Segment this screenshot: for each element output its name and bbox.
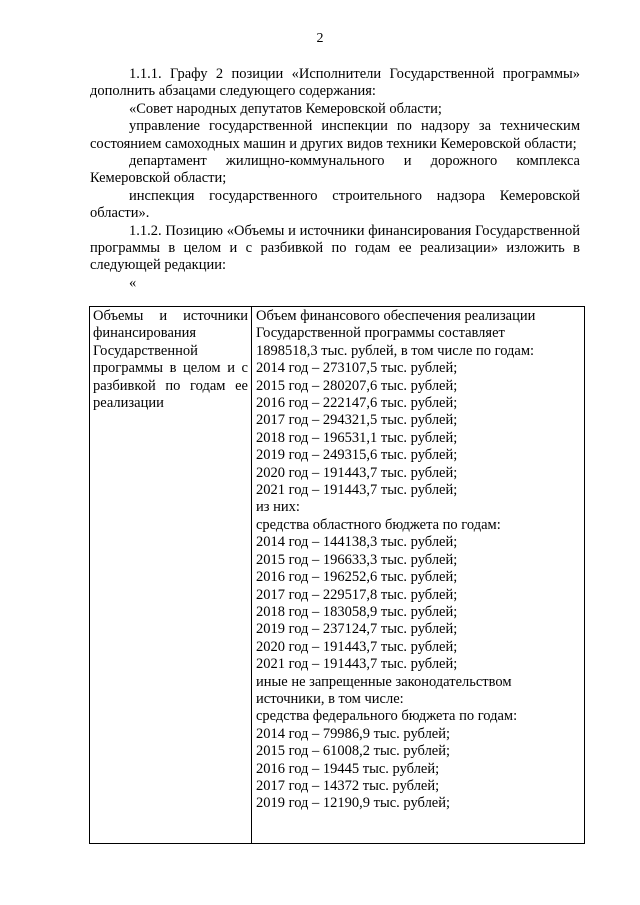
table-line: Государственной программы составляет: [256, 325, 505, 342]
paragraph: 1.1.1. Графу 2 позиции «Исполнители Государственной программы» дополнить абзацами следующего содержания:: [90, 66, 580, 100]
table-line: 2017 год – 229517,8 тыс. рублей;: [256, 586, 458, 603]
table-line: 2014 год – 144138,3 тыс. рублей;: [256, 534, 458, 551]
document-body: [90, 66, 580, 292]
table-line: Объем финансового обеспечения реализации: [256, 308, 536, 324]
table-line: 2014 год – 273107,5 тыс. рублей;: [256, 360, 458, 377]
table-line: 2021 год – 191443,7 тыс. рублей;: [256, 656, 458, 673]
table-line: 2020 год – 191443,7 тыс. рублей;: [256, 638, 458, 655]
table-line: из них:: [256, 499, 300, 516]
table-line: 2017 год – 14372 тыс. рублей;: [256, 777, 440, 794]
table-line: 2017 год – 294321,5 тыс. рублей;: [256, 412, 458, 429]
paragraph: 1.1.2. Позицию «Объемы и источники финансирования Государственной программы в целом и с разбивкой по годам ее реализации» изложить в следующей редакции:: [90, 222, 580, 274]
paragraph: управление государственной инспекции по надзору за техническим состоянием самоходных машин и других видов техники Кемеровской области;: [90, 118, 580, 152]
table-line: иные не запрещенные законодательством: [256, 673, 512, 690]
paragraph: «Совет народных депутатов Кемеровской области;: [129, 100, 442, 117]
table-line: 2014 год – 79986,9 тыс. рублей;: [256, 725, 451, 742]
table-line: 2016 год – 222147,6 тыс. рублей;: [256, 395, 458, 412]
table-line: 2019 год – 12190,9 тыс. рублей;: [256, 795, 451, 812]
table-line: 2015 год – 196633,3 тыс. рублей;: [256, 551, 458, 568]
table-cell-label: Объемы и источники финансирования Государственной программы в целом и с разбивкой по годам ее реализации: [90, 307, 252, 843]
table-line: 1898518,3 тыс. рублей, в том числе по годам:: [256, 342, 535, 359]
page-number: 2: [316, 31, 324, 46]
financing-table: [89, 306, 585, 844]
table-line: 2021 год – 191443,7 тыс. рублей;: [256, 482, 458, 499]
paragraph: департамент жилищно-коммунального и дорожного комплекса Кемеровской области;: [90, 153, 580, 187]
table-line: 2016 год – 196252,6 тыс. рублей;: [256, 569, 458, 586]
table-line: средства областного бюджета по годам:: [256, 516, 501, 533]
table-line: 2015 год – 61008,2 тыс. рублей;: [256, 743, 451, 760]
table-line: 2018 год – 183058,9 тыс. рублей;: [256, 603, 458, 620]
table-line: 2019 год – 237124,7 тыс. рублей;: [256, 621, 458, 638]
table-line: 2015 год – 280207,6 тыс. рублей;: [256, 377, 458, 394]
table-line: источники, в том числе:: [256, 690, 404, 707]
table-cell-content: [252, 307, 584, 843]
table-line: 2019 год – 249315,6 тыс. рублей;: [256, 447, 458, 464]
table-line: 2020 год – 191443,7 тыс. рублей;: [256, 464, 458, 481]
paragraph: «: [129, 274, 137, 291]
paragraph: инспекция государственного строительного надзора Кемеровской области».: [90, 187, 580, 222]
table-line: 2016 год – 19445 тыс. рублей;: [256, 760, 440, 777]
table-line: 2018 год – 196531,1 тыс. рублей;: [256, 429, 458, 446]
table-line: средства федерального бюджета по годам:: [256, 708, 518, 725]
